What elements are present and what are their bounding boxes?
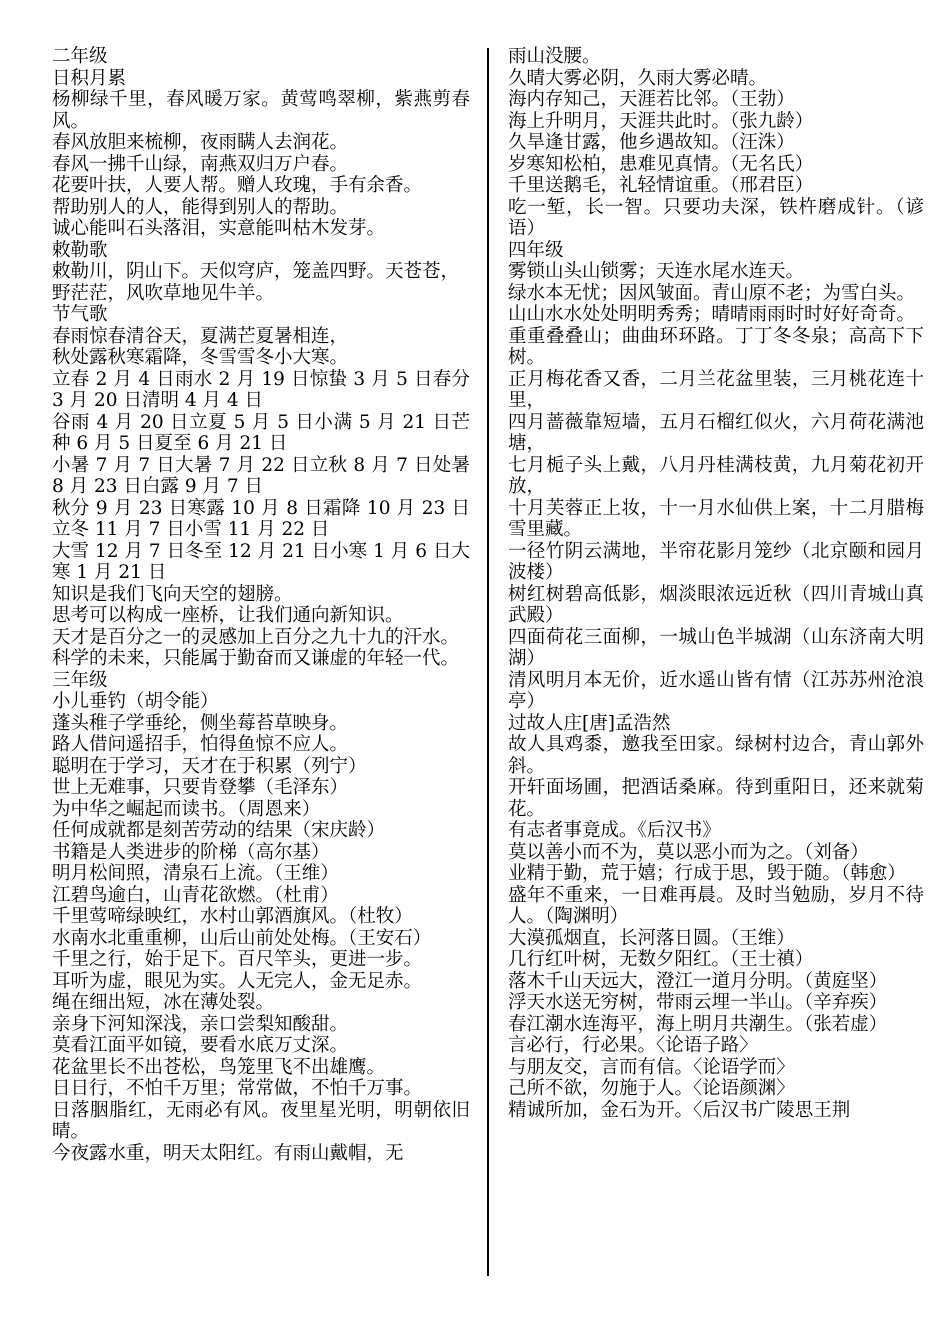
text-line: 有志者事竟成。《后汉书》	[508, 820, 721, 841]
text-line: 山山水水处处明明秀秀；晴晴雨雨时时好好奇奇。	[508, 304, 916, 325]
text-line: 世上无难事，只要肯登攀（毛泽东）	[52, 777, 349, 798]
text-line: 正月梅花香又香，二月兰花盆里装，三月桃花连十里，	[508, 368, 924, 411]
text-line: 立春 2 月 4 日雨水 2 月 19 日惊蛰 3 月 5 日春分 3 月 20 日清明 4 月 4 日	[52, 368, 470, 411]
text-line: 己所不欲，勿施于人。〈论语颜渊〉	[508, 1078, 795, 1099]
text-line: 开轩面场圃，把酒话桑麻。待到重阳日，还来就菊花。	[508, 777, 924, 820]
right-text-column	[508, 46, 924, 1286]
text-line: 书籍是人类进步的阶梯（高尔基）	[52, 841, 330, 863]
text-line: 树红树碧高低影，烟淡眼浓远近秋（四川青城山真武殿）	[508, 583, 924, 626]
text-line: 春雨惊春清谷天，夏满芒夏暑相连，	[52, 325, 349, 347]
text-line: 业精于勤，荒于嬉；行成于思，毁于随。（韩愈）	[508, 863, 906, 884]
text-line: 聪明在于学习，天才在于积累（列宁）	[52, 755, 367, 777]
text-line: 诚心能叫石头落泪，实意能叫枯木发芽。	[52, 218, 386, 239]
text-line: 几行红叶树，无数夕阳红。（王士禛）	[508, 949, 814, 970]
text-line: 四年级	[508, 239, 564, 261]
text-line: 千里之行，始于足下。百尺竿头，更进一步。	[52, 949, 423, 970]
text-line: 明月松间照，清泉石上流。（王维）	[52, 863, 339, 884]
text-line: 四面荷花三面柳，一城山色半城湖（山东济南大明湖）	[508, 626, 924, 669]
text-line: 绿水本无忧；因风皱面。青山原不老；为雪白头。	[508, 282, 916, 304]
text-line: 久晴大雾必阴，久雨大雾必晴。	[508, 67, 768, 89]
text-line: 盛年不重来，一日难再晨。及时当勉励，岁月不待人。（陶渊明）	[508, 884, 924, 927]
text-line: 杨柳绿千里，春风暖万家。黄莺鸣翠柳，紫燕剪春风。	[52, 89, 470, 132]
text-line: 秋分 9 月 23 日寒露 10 月 8 日霜降 10 月 23 日立冬 11 月 7 日小雪 11 月 22 日	[52, 497, 470, 540]
text-line: 天才是百分之一的灵感加上百分之九十九的汗水。	[52, 626, 460, 648]
left-text-column	[52, 46, 470, 1286]
text-line: 花要叶扶，人要人帮。赠人玫瑰，手有余香。	[52, 175, 423, 196]
text-line: 春江潮水连海平，海上明月共潮生。（张若虚）	[508, 1013, 888, 1035]
text-line: 吃一堑，长一智。只要功夫深，铁杵磨成针。（谚语）	[508, 196, 924, 239]
text-line: 知识是我们飞向天空的翅膀。	[52, 583, 293, 605]
text-line: 与朋友交，言而有信。〈论语学而〉	[508, 1056, 795, 1078]
text-line: 落木千山天远大，澄江一道月分明。（黄庭坚）	[508, 970, 888, 992]
text-line: 雾锁山头山锁雾；天连水尾水连天。	[508, 261, 805, 282]
text-line: 花盆里长不出苍松，鸟笼里飞不出雄鹰。	[52, 1056, 386, 1078]
text-line: 浮天水送无穷树，带雨云埋一半山。（辛弃疾）	[508, 992, 888, 1013]
text-line: 小暑 7 月 7 日大暑 7 月 22 日立秋 8 月 7 日处暑 8 月 23 日白露 9 月 7 日	[52, 454, 470, 497]
text-line: 二年级	[52, 46, 108, 67]
text-line: 十月芙蓉正上妆，十一月水仙供上案，十二月腊梅雪里藏。	[508, 497, 924, 540]
text-line: 蓬头稚子学垂纶，侧坐莓苔草映身。	[52, 712, 349, 734]
text-line: 野茫茫，风吹草地见牛羊。	[52, 282, 275, 304]
text-line: 小儿垂钓（胡令能）	[52, 691, 219, 712]
text-line: 大雪 12 月 7 日冬至 12 月 21 日小寒 1 月 6 日大寒 1 月 21 日	[52, 540, 470, 583]
text-line: 春风一拂千山绿，南燕双归万户春。	[52, 153, 349, 175]
text-line: 绳在细出短，冰在薄处裂。	[52, 992, 275, 1013]
text-line: 日落胭脂红，无雨必有风。夜里星光明，明朝依旧晴。	[52, 1099, 470, 1142]
text-line: 雨山没腰。	[508, 46, 601, 67]
text-line: 秋处露秋寒霜降，冬雪雪冬小大寒。	[52, 347, 349, 368]
text-line: 海上升明月，天涯共此时。（张九龄）	[508, 110, 814, 132]
text-line: 四月蔷薇靠短墙，五月石榴红似火，六月荷花满池塘，	[508, 411, 924, 454]
text-line: 日日行，不怕千万里；常常做，不怕千万事。	[52, 1078, 423, 1099]
text-line: 江碧鸟逾白，山青花欲燃。（杜甫）	[52, 884, 339, 906]
text-line: 思考可以构成一座桥，让我们通向新知识。	[52, 605, 404, 626]
text-line: 路人借问遥招手，怕得鱼惊不应人。	[52, 734, 349, 755]
text-line: 谷雨 4 月 20 日立夏 5 月 5 日小满 5 月 21 日芒种 6 月 5 日夏至 6 月 21 日	[52, 411, 470, 454]
text-line: 春风放胆来梳柳，夜雨瞒人去润花。	[52, 132, 349, 153]
text-line: 节气歌	[52, 304, 108, 325]
text-line: 敕勒川，阴山下。天似穹庐，笼盖四野。天苍苍，	[52, 261, 460, 282]
text-line: 三年级	[52, 669, 108, 691]
text-line: 岁寒知松柏，患难见真情。（无名氏）	[508, 153, 814, 175]
text-line: 七月栀子头上戴，八月丹桂满枝黄，九月菊花初开放，	[508, 454, 924, 497]
text-line: 科学的未来，只能属于勤奋而又谦虚的年轻一代。	[52, 648, 460, 669]
text-line: 言必行，行必果。〈论语子路〉	[508, 1035, 758, 1056]
text-line: 今夜露水重，明天太阳红。有雨山戴帽，无	[52, 1142, 404, 1164]
text-line: 帮助别人的人，能得到别人的帮助。	[52, 196, 349, 218]
text-line: 过故人庄[唐]孟浩然	[508, 712, 671, 734]
text-line: 任何成就都是刻苦劳动的结果（宋庆龄）	[52, 820, 386, 841]
text-line: 莫以善小而不为，莫以恶小而为之。（刘备）	[508, 841, 869, 863]
text-line: 千里送鹅毛，礼轻情谊重。（邢君臣）	[508, 175, 814, 196]
text-line: 一径竹阴云满地，半帘花影月笼纱（北京颐和园月波楼）	[508, 540, 924, 583]
text-line: 水南水北重重柳，山后山前处处梅。（王安石）	[52, 927, 432, 949]
text-line: 久旱逢甘露，他乡遇故知。（汪洙）	[508, 132, 795, 153]
text-line: 精诚所加，金石为开。〈后汉书广陵思王荆	[508, 1099, 851, 1121]
column-divider	[487, 48, 489, 1276]
text-line: 日积月累	[52, 67, 127, 89]
text-line: 海内存知己，天涯若比邻。（王勃）	[508, 89, 795, 110]
text-line: 故人具鸡黍，邀我至田家。绿树村边合，青山郭外斜。	[508, 734, 924, 777]
text-line: 亲身下河知深浅，亲口尝梨知酸甜。	[52, 1013, 349, 1035]
text-line: 莫看江面平如镜，要看水底万丈深。	[52, 1035, 349, 1056]
text-line: 大漠孤烟直，长河落日圆。（王维）	[508, 927, 795, 949]
text-line: 为中华之崛起而读书。（周恩来）	[52, 798, 321, 820]
text-line: 耳听为虚，眼见为实。人无完人，金无足赤。	[52, 970, 423, 992]
text-line: 重重叠叠山；曲曲环环路。丁丁冬冬泉；高高下下树。	[508, 325, 924, 368]
text-line: 清风明月本无价，近水遥山皆有情（江苏苏州沧浪亭）	[508, 669, 924, 712]
text-line: 敕勒歌	[52, 239, 108, 261]
text-line: 千里莺啼绿映红，水村山郭酒旗风。（杜牧）	[52, 906, 413, 927]
